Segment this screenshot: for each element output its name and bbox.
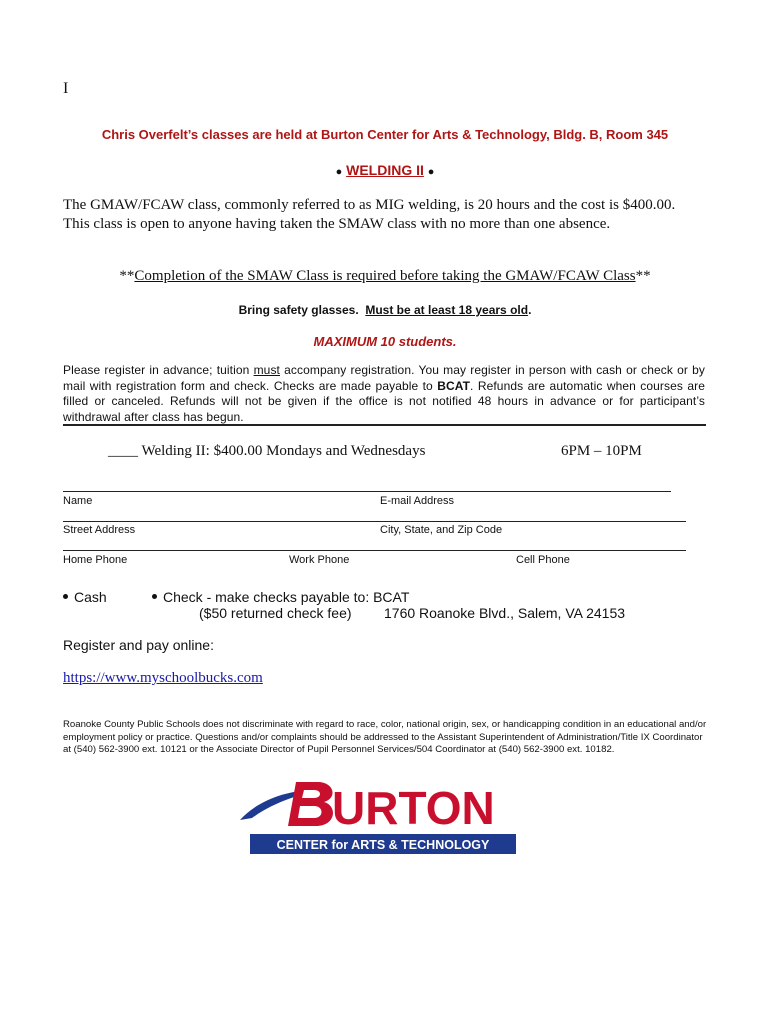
intro-line-2: This class is open to anyone having taken the SMAW class with no more than one absence. xyxy=(63,216,611,232)
safety-part-1: Bring safety glasses. xyxy=(238,303,359,317)
course-line xyxy=(108,443,425,460)
heading-bullet-right: ● xyxy=(427,166,435,178)
reg-text-1: Please register in advance; tuition xyxy=(63,363,254,377)
safety-part-2: Must be at least 18 years old xyxy=(365,303,529,317)
phone-line[interactable] xyxy=(63,550,686,551)
reg-text-3: . Refunds are automatic when courses are filled or canceled. Refunds will not be given if the office is not notified 48 hours in advance or for participant’s withdrawal after class has begun. xyxy=(63,378,705,424)
cash-bullet-icon xyxy=(63,594,68,599)
prereq-prefix: ** xyxy=(119,268,135,284)
city-state-zip-label: City, State, and Zip Code xyxy=(380,524,503,536)
name-email-line[interactable] xyxy=(63,491,671,492)
intro-paragraph xyxy=(63,196,675,234)
section-divider xyxy=(63,424,706,426)
check-fee-note: ($50 returned check fee) xyxy=(199,605,352,621)
reg-must: must xyxy=(253,363,280,377)
check-label: Check - make checks payable to: BCAT xyxy=(163,589,410,605)
payment-check[interactable] xyxy=(152,589,409,605)
address-line[interactable] xyxy=(63,521,686,522)
heading-title: WELDING II xyxy=(346,162,424,178)
work-phone-label: Work Phone xyxy=(289,554,350,566)
myschoolbucks-link[interactable]: https://www.myschoolbucks.com xyxy=(63,670,263,686)
prereq-text: Completion of the SMAW Class is required before taking the GMAW/FCAW Class xyxy=(134,268,636,284)
reg-bcat: BCAT xyxy=(437,378,471,393)
prereq-suffix: ** xyxy=(635,268,651,284)
payment-cash[interactable] xyxy=(63,589,107,605)
email-label: E-mail Address xyxy=(380,495,454,507)
course-blank[interactable]: ____ xyxy=(108,443,138,459)
welding-heading xyxy=(0,162,770,178)
check-bullet-icon xyxy=(152,594,157,599)
course-description: Welding II: $400.00 Mondays and Wednesdays xyxy=(141,443,426,459)
burton-logo xyxy=(238,776,520,858)
home-phone-label: Home Phone xyxy=(63,554,128,566)
course-time: 6PM – 10PM xyxy=(561,443,642,459)
reg-text-2: accompany registration. You may register in person with cash or check or by mail with registration form and check. Checks are made payable to xyxy=(63,363,705,393)
registration-paragraph xyxy=(63,363,705,425)
non-discrimination-notice: Roanoke County Public Schools does not discriminate with regard to race, color, national origin, sex, or handicapping condition in an educational and/or employment policy or practice. Questions and/or complaints should be addressed to the Assistant Superintendent of Administration/Title IX Coordinator at (540) 562-3900 ext. 10121 or the Associate Director of Pupil Personnel Services/504 Coordinator at (540) 562-3900 ext. 10182. xyxy=(63,719,707,755)
cash-label: Cash xyxy=(74,589,107,605)
location-line: Chris Overfelt’s classes are held at Burton Center for Arts & Technology, Bldg. B, Room 345 xyxy=(101,127,669,142)
top-mark: I xyxy=(63,80,69,97)
prerequisite-note xyxy=(0,268,770,285)
intro-line-1: The GMAW/FCAW class, commonly referred to as MIG welding, is 20 hours and the cost is $400.00. xyxy=(63,197,676,213)
safety-part-3: . xyxy=(528,303,532,317)
logo-tagline: CENTER for ARTS & TECHNOLOGY xyxy=(276,838,490,852)
burton-logo-mark xyxy=(238,776,520,858)
online-label: Register and pay online: xyxy=(63,637,214,653)
maximum-students: MAXIMUM 10 students. xyxy=(313,334,457,349)
check-address: 1760 Roanoke Blvd., Salem, VA 24153 xyxy=(384,605,626,621)
safety-note xyxy=(0,303,770,317)
cell-phone-label: Cell Phone xyxy=(516,554,570,566)
street-address-label: Street Address xyxy=(63,524,136,536)
name-label: Name xyxy=(63,495,93,507)
heading-bullet-left: ● xyxy=(335,166,343,178)
logo-word: URTON xyxy=(332,782,495,834)
